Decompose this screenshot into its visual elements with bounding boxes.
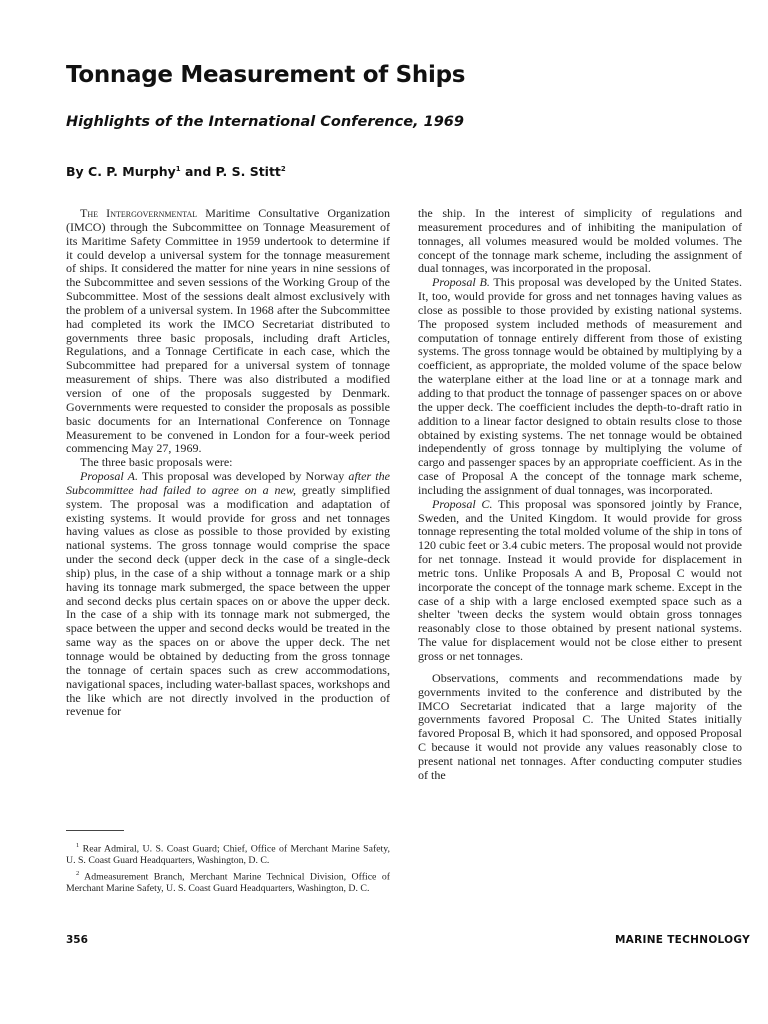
journal-name: MARINE TECHNOLOGY	[614, 934, 750, 946]
footnote-ref-2: 2	[280, 164, 286, 173]
byline	[66, 164, 286, 179]
proposal-b-paragraph: Proposal B. This proposal was developed by the United States. It, too, would provide for gross and net tonnages having values as close as possible to those provided by existing national systems. The proposed system included methods of measurement and computation of tonnage entirely different from those of existing systems. The gross tonnage would be obtained by multiplying by a coefficient, as appropriate, the molded volume of the space below the waterplane either at the load line or at a tonnage mark and adding to that product the tonnage of passenger spaces on or above the upper deck. The coefficient includes the depth-to-draft ratio in addition to a linear factor designed to obtain results close to those obtained by existing systems. The net tonnage would be obtained independently of gross tonnage by multiplying the volume of cargo and passenger spaces by an appropriate coefficient. As in the case of Proposal A the concept of the tonnage mark scheme, including the assignment of dual tonnages, was incorporated.	[418, 275, 742, 497]
byline-author-2: and P. S. Stitt	[180, 164, 281, 179]
proposal-b-label: Proposal B.	[432, 275, 490, 290]
lead-in-small-caps: The Intergovernmental	[80, 206, 198, 220]
byline-author-1: By C. P. Murphy	[66, 164, 176, 179]
page-number: 356	[66, 934, 88, 946]
proposal-c-paragraph: Proposal C. This proposal was sponsored jointly by France, Sweden, and the United Kingdom. It would provide for gross tonnage representing the total molded volume of the ship in tons of 120 cubic feet or 3.4 cubic meters. The proposal would not provide for net tonnage. Instead it would provide for displacement in metric tons. Unlike Proposals A and B, Proposal C would not incorporate the concept of the tonnage mark scheme. Except in the case of a ship with a large enclosed exempted space such as a shelter 'tween decks the system would obtain gross tonnages reasonably close to those obtained by present national systems. The value for displacement would not be close either to present gross or net tonnages.	[418, 496, 742, 663]
left-paragraph-2: The three basic proposals were:	[80, 455, 233, 470]
footnote-2: $^2$ Admeasurement Branch, Merchant Marine Technical Division, Office of Merchant Marine Safety, U. S. Coast Guard Headquarters, Washington, D. C.	[66, 870, 390, 895]
proposal-c-label: Proposal C.	[432, 496, 493, 511]
left-column	[66, 207, 390, 719]
right-column	[418, 207, 742, 783]
right-paragraph-4: Observations, comments and recommendations made by governments invited to the conference and distributed by the IMCO Secretariat indicated that a large majority of the governments favored Proposal C. The United States initially favored Proposal B, which it had sponsored, and opposed Proposal C because it would not provide any values reasonably close to present national net tonnages. After conducting computer studies of the	[418, 670, 742, 782]
footnotes	[66, 840, 390, 896]
proposal-a-paragraph: Proposal A. This proposal was developed by Norway after the Subcommittee had failed to agree on a new, greatly simplified system. The proposal was a modification and adaptation of existing systems. It would provide for gross and net tonnages having values as close as possible to those provided by existing national systems. The gross tonnage would comprise the space under the second deck (upper deck in the case of a single-deck ship) plus, in the case of a ship without a tonnage mark or a ship having its tonnage mark submerged, the space between the upper and second decks plus certain spaces on or above the upper deck. In the case of a ship with its tonnage mark not submerged, the space between the upper and second decks would be treated in the same way as the spaces on or above the upper deck. The net tonnage would be obtained by deducting from the gross tonnage the tonnage of certain spaces such as crew accommodations, navigational spaces, including water-ballast spaces, workshops and the like which are not directly involved in the production of revenue for	[66, 469, 391, 719]
proposal-a-label: Proposal A.	[80, 469, 138, 484]
right-paragraph-1: the ship. In the interest of simplicity of regulations and measurement procedures and of inhibiting the manipulation of tonnages, all volumes measured would be molded volumes. The concept of the tonnage mark scheme, including the assignment of dual tonnages, was incorporated in the proposal.	[418, 206, 742, 276]
footnote-rule	[66, 830, 124, 831]
article-subtitle: Highlights of the International Conference, 1969	[66, 114, 464, 130]
footnote-ref-1: 1	[175, 164, 181, 173]
left-paragraph-1: The Intergovernmental Maritime Consultative Organization (IMCO) through the Subcommittee on Tonnage Measurement of its Maritime Safety Committee in 1959 undertook to determine if it could develop a universal system for the tonnage measurement of ships. It considered the matter for nine years in nine sessions of the Subcommittee and seven sessions of the Working Group of the Subcommittee. Most of the sessions dealt almost exclusively with the problem of a universal system. In 1968 after the Subcommittee had completed its work the IMCO Secretariat distributed to governments three basic proposals, including draft Articles, Regulations, and a Tonnage Certificate in each case, which the Subcommittee had prepared for a universal system of tonnage measurement of ships. There was also distributed a modified version of one of the proposals suggested by Denmark. Governments were requested to consider the proposals as possible basic documents for an International Conference on Tonnage Measurement to be convened in London for a four-week period commencing May 27, 1969.	[66, 206, 390, 456]
article-title: Tonnage Measurement of Ships	[66, 62, 466, 88]
footnote-1: $^1$ Rear Admiral, U. S. Coast Guard; Chief, Office of Merchant Marine Safety, U. S. Coast Guard Headquarters, Washington, D. C.	[66, 842, 390, 867]
